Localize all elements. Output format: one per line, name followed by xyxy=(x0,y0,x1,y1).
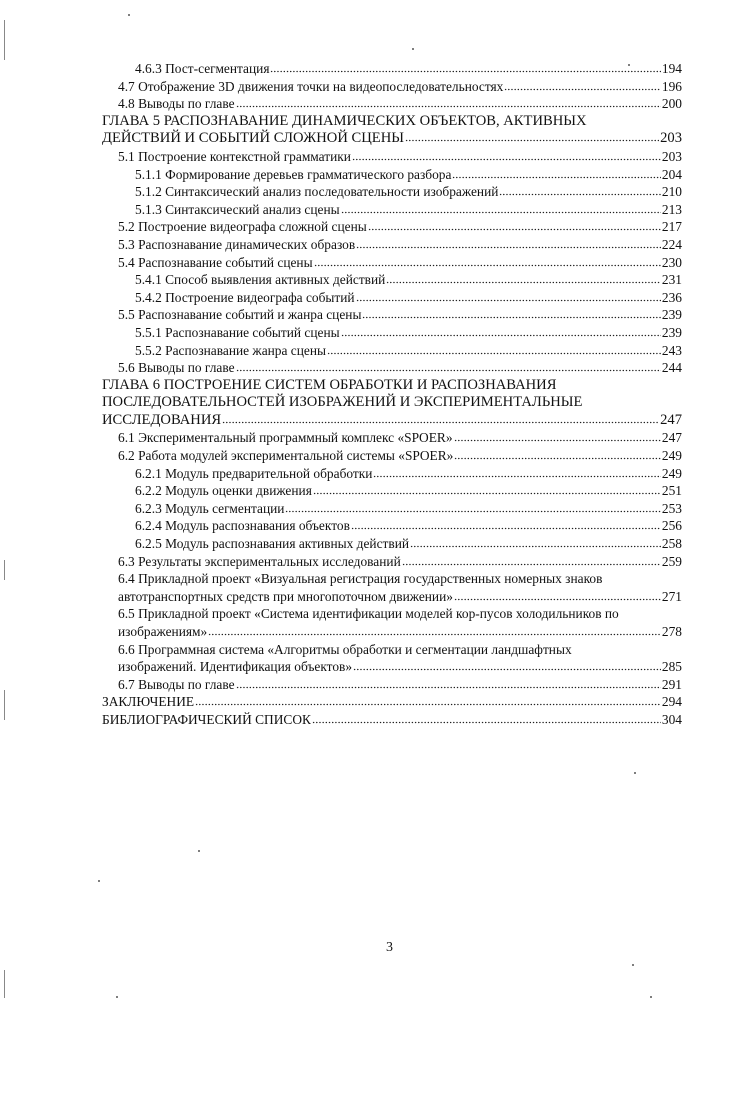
toc-entry-title: 5.5.2 Распознавание жанра сцены xyxy=(135,342,326,358)
dot-leader xyxy=(452,169,660,179)
toc-entry-page: 271 xyxy=(661,588,682,604)
toc-entry-page: 203 xyxy=(660,130,682,147)
toc-entry-page: 224 xyxy=(661,236,682,252)
toc-entry-page: 249 xyxy=(661,465,682,481)
toc-entry-page: 196 xyxy=(661,78,682,94)
toc-entry xyxy=(102,342,682,360)
toc-entry-page: 258 xyxy=(661,536,682,552)
toc-entry-page: 239 xyxy=(661,307,682,323)
dot-leader xyxy=(454,432,661,442)
toc-entry xyxy=(102,429,682,447)
toc-entry-title: 5.1 Построение контекстной грамматики xyxy=(118,148,351,164)
toc-entry xyxy=(102,324,682,342)
toc-entry-page: 194 xyxy=(661,61,682,76)
toc-entry-page: 231 xyxy=(661,272,682,288)
table-of-contents xyxy=(102,60,682,729)
toc-entry xyxy=(102,166,682,184)
scan-speck xyxy=(650,996,652,998)
toc-entry xyxy=(102,447,682,465)
dot-leader xyxy=(285,503,660,513)
toc-entry-title: 6.2 Работа модулей экспериментальной системы «SPOER» xyxy=(118,448,454,464)
toc-entry-page: 294 xyxy=(661,694,682,710)
toc-entry-page: 304 xyxy=(661,711,682,727)
toc-entry-title: 5.5.1 Распознавание событий сцены xyxy=(135,324,340,340)
toc-entry xyxy=(102,605,682,640)
toc-entry-title: 6.2.3 Модуль сегментации xyxy=(135,500,285,516)
toc-entry-title: ИССЛЕДОВАНИЯ xyxy=(102,411,222,428)
toc-entry-page: 213 xyxy=(661,201,682,217)
dot-leader xyxy=(222,414,659,424)
dot-leader xyxy=(341,204,661,214)
toc-entry-title-line: ГЛАВА 5 РАСПОЗНАВАНИЕ ДИНАМИЧЕСКИХ ОБЪЕКТОВ, АКТИВНЫХ xyxy=(102,112,587,129)
toc-entry xyxy=(102,289,682,307)
dot-leader xyxy=(236,679,661,689)
toc-entry xyxy=(102,482,682,500)
toc-entry-title-line: 6.4 Прикладной проект «Визуальная регистрация государственных номерных знаков xyxy=(118,571,603,587)
dot-leader xyxy=(362,309,660,319)
toc-entry-title: ДЕЙСТВИЙ И СОБЫТИЙ СЛОЖНОЙ СЦЕНЫ xyxy=(102,130,404,147)
dot-leader xyxy=(499,186,661,196)
scan-speck xyxy=(128,14,130,16)
dot-leader xyxy=(195,696,661,706)
dot-leader xyxy=(386,274,661,284)
toc-entry xyxy=(102,148,682,166)
scan-speck xyxy=(628,64,630,66)
page-number: 3 xyxy=(386,940,393,955)
toc-entry-title: 5.3 Распознавание динамических образов xyxy=(118,236,356,252)
scan-speck xyxy=(98,880,100,882)
toc-entry xyxy=(102,535,682,553)
dot-leader xyxy=(208,626,661,636)
toc-entry-title: 6.1 Экспериментальный программный комплекс «SPOER» xyxy=(118,430,453,446)
toc-entry-title: 5.4.1 Способ выявления активных действий xyxy=(135,272,386,288)
dot-leader xyxy=(236,98,661,108)
toc-entry-title: 6.7 Выводы по главе xyxy=(118,676,235,692)
toc-entry-title: 6.2.2 Модуль оценки движения xyxy=(135,483,312,499)
toc-entry-title: ЗАКЛЮЧЕНИЕ xyxy=(102,694,195,710)
toc-entry xyxy=(102,517,682,535)
toc-entry-page: 278 xyxy=(661,624,682,639)
toc-entry-title: изображений. Идентификация объектов» xyxy=(118,659,353,675)
toc-entry-title: 5.4 Распознавание событий сцены xyxy=(118,254,313,270)
dot-leader xyxy=(405,132,659,142)
toc-entry-page: 230 xyxy=(661,254,682,270)
toc-entry xyxy=(102,359,682,377)
toc-entry-page: 200 xyxy=(661,96,682,112)
toc-entry xyxy=(102,641,682,676)
toc-entry-title: 4.7 Отображение 3D движения точки на видеопоследовательностях xyxy=(118,78,504,94)
toc-entry-page: 244 xyxy=(661,360,682,376)
scan-speck xyxy=(116,996,118,998)
toc-entry-title: БИБЛИОГРАФИЧЕСКИЙ СПИСОК xyxy=(102,711,311,727)
toc-entry-page: 243 xyxy=(661,342,682,358)
toc-entry xyxy=(102,553,682,571)
scan-speck xyxy=(412,48,414,50)
toc-entry-page: 247 xyxy=(660,411,682,428)
toc-entry-title-line: ГЛАВА 6 ПОСТРОЕНИЕ СИСТЕМ ОБРАБОТКИ И РАСПОЗНАВАНИЯ xyxy=(102,376,557,393)
toc-entry-title: 5.6 Выводы по главе xyxy=(118,360,235,376)
dot-leader xyxy=(368,221,661,231)
toc-entry xyxy=(102,113,682,148)
dot-leader xyxy=(410,538,661,548)
dot-leader xyxy=(504,81,661,91)
toc-entry xyxy=(102,254,682,272)
dot-leader xyxy=(312,714,661,724)
toc-entry xyxy=(102,500,682,518)
dot-leader xyxy=(402,556,661,566)
toc-entry-page: 217 xyxy=(661,219,682,235)
toc-entry-page: 236 xyxy=(661,289,682,305)
dot-leader xyxy=(327,345,661,355)
toc-entry xyxy=(102,201,682,219)
dot-leader xyxy=(351,520,661,530)
toc-entry-page: 249 xyxy=(661,448,682,464)
toc-entry xyxy=(102,95,682,113)
dot-leader xyxy=(313,485,661,495)
scan-edge-mark xyxy=(4,20,5,60)
toc-entry xyxy=(102,78,682,96)
dot-leader xyxy=(373,468,660,478)
toc-entry-title: 5.5 Распознавание событий и жанра сцены xyxy=(118,307,362,323)
toc-entry-title: 5.1.3 Синтаксический анализ сцены xyxy=(135,201,340,217)
dot-leader xyxy=(454,450,661,460)
toc-entry-title: 5.4.2 Построение видеографа событий xyxy=(135,289,355,305)
scan-speck xyxy=(634,772,636,774)
toc-entry-title-line: 6.6 Программная система «Алгоритмы обработки и сегментации ландшафтных xyxy=(118,641,572,657)
toc-entry-page: 253 xyxy=(661,500,682,516)
toc-entry-page: 256 xyxy=(661,518,682,534)
toc-entry-title: 5.2 Построение видеографа сложной сцены xyxy=(118,219,367,235)
toc-entry xyxy=(102,60,682,78)
scan-edge-mark xyxy=(4,690,5,720)
toc-entry xyxy=(102,711,682,729)
toc-entry xyxy=(102,465,682,483)
toc-entry-page: 259 xyxy=(661,553,682,569)
toc-entry xyxy=(102,271,682,289)
toc-entry-title-line: 6.5 Прикладной проект «Система идентификации моделей кор-пусов холодильников по xyxy=(118,606,619,622)
toc-entry-title: автотранспортных средств при многопоточном движении» xyxy=(118,588,453,604)
dot-leader xyxy=(314,257,661,267)
toc-entry-title: 6.2.4 Модуль распознавания объектов xyxy=(135,518,350,534)
dot-leader xyxy=(356,292,661,302)
toc-entry-page: 203 xyxy=(661,148,682,164)
toc-entry xyxy=(102,183,682,201)
toc-entry-title: 6.3 Результаты экспериментальных исследований xyxy=(118,553,401,569)
toc-entry-title: 4.8 Выводы по главе xyxy=(118,96,235,112)
dot-leader xyxy=(454,591,661,601)
dot-leader xyxy=(352,151,661,161)
dot-leader xyxy=(236,362,661,372)
toc-entry-page: 291 xyxy=(661,676,682,692)
scan-edge-mark xyxy=(4,970,5,998)
toc-entry-page: 239 xyxy=(661,324,682,340)
toc-entry-title: 6.2.5 Модуль распознавания активных действий xyxy=(135,536,410,552)
dot-leader xyxy=(353,661,661,671)
toc-entry-title: 6.2.1 Модуль предварительной обработки xyxy=(135,465,373,481)
toc-entry-page: 210 xyxy=(661,184,682,200)
toc-entry-title-line: ПОСЛЕДОВАТЕЛЬНОСТЕЙ ИЗОБРАЖЕНИЙ И ЭКСПЕРИМЕНТАЛЬНЫЕ xyxy=(102,394,583,411)
scan-edge-mark xyxy=(4,560,5,580)
toc-entry-title: изображениям» xyxy=(118,624,208,639)
scan-speck xyxy=(198,850,200,852)
toc-entry-title: 5.1.1 Формирование деревьев грамматического разбора xyxy=(135,166,452,182)
dot-leader xyxy=(270,63,660,73)
toc-entry-page: 251 xyxy=(661,483,682,499)
toc-entry-title: 4.6.3 Пост-сегментация xyxy=(135,61,270,76)
toc-entry xyxy=(102,306,682,324)
toc-entry-title: 5.1.2 Синтаксический анализ последовательности изображений xyxy=(135,184,499,200)
toc-entry-page: 247 xyxy=(661,430,682,446)
dot-leader xyxy=(356,239,661,249)
toc-entry-page: 285 xyxy=(661,659,682,675)
dot-leader xyxy=(341,327,661,337)
toc-entry xyxy=(102,676,682,694)
toc-entry xyxy=(102,218,682,236)
toc-entry xyxy=(102,377,682,430)
scan-speck xyxy=(632,964,634,966)
toc-entry xyxy=(102,236,682,254)
toc-entry xyxy=(102,570,682,605)
toc-entry xyxy=(102,693,682,711)
toc-entry-page: 204 xyxy=(661,166,682,182)
